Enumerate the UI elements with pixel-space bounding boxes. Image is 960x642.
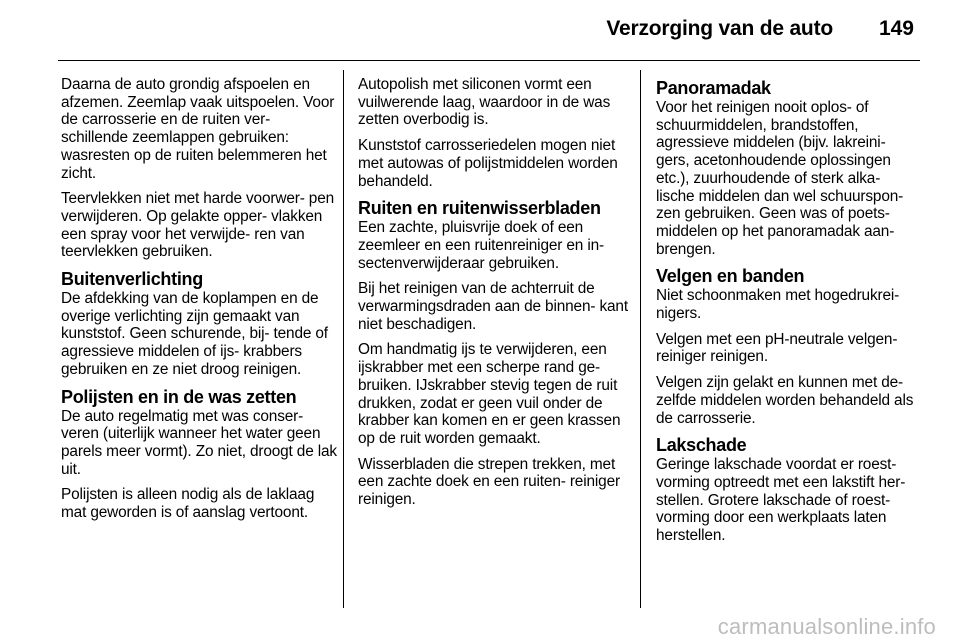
column-divider [640,70,641,608]
column-1 [61,76,337,530]
section-heading-panoramadak: Panoramadak [656,78,771,98]
paragraph: Velgen zijn gelakt en kunnen met de- zelfde middelen worden behandeld als de carrosserie. [656,374,914,427]
paragraph: Bij het reinigen van de achterruit de verwarmingsdraden aan de binnen- kant niet beschadigen. [358,280,628,333]
section-heading-polijsten: Polijsten en in de was zetten [61,386,297,407]
section-heading-ruiten: Ruiten en ruitenwisserbladen [358,198,601,219]
paragraph: Velgen met een pH-neutrale velgen- reiniger reinigen. [656,330,898,366]
section-heading-velgen: Velgen en banden [656,266,805,287]
paragraph: De auto regelmatig met was conser- veren (uiterlijk wanneer het water geen parels meer vormt). Zo niet, droogt de lak uit. [61,407,337,478]
header-divider [58,60,920,61]
paragraph: Daarna de auto grondig afspoelen en afzemen. Zeemlap vaak uitspoelen. Voor de carrosserie en de ruiten ver- schillende zeemlappen gebruiken: wasresten op de ruiten belemmeren het zicht. [61,76,335,182]
paragraph: Voor het reinigen nooit oplos- of schuurmiddelen, brandstoffen, agressieve middelen (bijv. lakreini- gers, acetonhoudende oplossingen etc.), zuurhoudende of sterk alka- lische middelen dan wel schuurspon- zen gebruiken. Geen was of poets- middelen op het panoramadak aan- brengen. [656,99,904,258]
paragraph: Een zachte, pluisvrije doek of een zeemleer en een ruitenreiniger en in- sectenverwijderaar gebruiken. [358,219,604,272]
section-heading-lakschade: Lakschade [656,435,747,456]
paragraph: Autopolish met siliconen vormt een vuilwerende laag, waardoor in de was zetten overbodig is. [358,76,611,129]
paragraph: De afdekking van de koplampen en de overige verlichting zijn gemaakt van kunststof. Geen schurende, bij- tende of agressieve middelen of ijs- krabbers gebruiken en ze niet droog reinigen. [61,290,328,378]
paragraph: Kunststof carrosseriedelen mogen niet met autowas of polijstmiddelen worden behandeld. [358,137,618,190]
paragraph: Geringe lakschade voordat er roest- vorming optreedt met een lakstift her- stellen. Grotere lakschade of roest- vorming door een werkplaats laten herstellen. [656,456,906,545]
paragraph: Polijsten is alleen nodig als de laklaag mat geworden is of aanslag vertoont. [61,486,315,522]
paragraph: Niet schoonmaken met hogedrukrei- nigers. [656,287,900,323]
column-3 [656,76,922,553]
column-2 [358,76,628,517]
section-heading-buitenverlichting: Buitenverlichting [61,269,203,290]
page-number: 149 [878,17,914,40]
paragraph: Om handmatig ijs te verwijderen, een ijskrabber met een scherpe rand ge- bruiken. IJskrabber stevig tegen de ruit drukken, zodat er geen vuil onder de krabber kan komen en er geen krassen op de ruit worden gemaakt. [358,341,621,447]
page-title: Verzorging van de auto [606,17,833,40]
paragraph: Wisserbladen die strepen trekken, met een zachte doek en een ruiten- reiniger reinigen. [358,455,620,509]
column-divider [343,70,344,608]
paragraph: Teervlekken niet met harde voorwer- pen verwijderen. Op gelakte opper- vlakken een spray voor het verwijde- ren van teervlekken gebruiken. [61,190,335,261]
watermark: carmanualsonline.info [717,614,936,639]
